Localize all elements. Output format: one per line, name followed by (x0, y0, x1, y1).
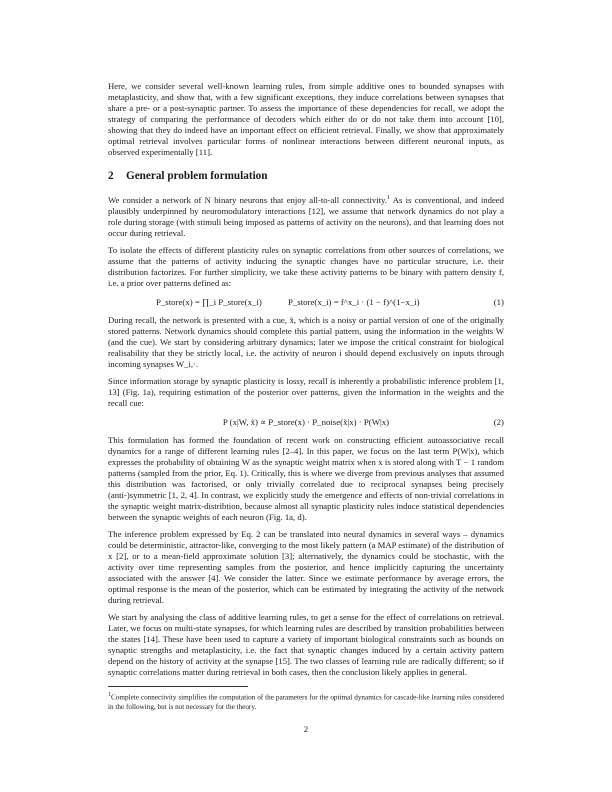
paragraph-recall: During recall, the network is presented with a cue, x̃, which is a noisy or partial version of one of the originally stored patterns. Network dynamics should complete this partial pattern, using the information in the weights W (and the cue). We start by considering arbitrary dynamics; later we impose the critical constraint for biological realisability that they be strictly local, i.e. the activity of neuron i should depend exclusively on inputs through incoming synapses W_i,·. (108, 314, 504, 369)
footnote (108, 691, 504, 712)
page-body (108, 81, 504, 712)
equation-1 (108, 295, 504, 312)
equation-2-posterior: P (x|W, x̃) ∝ P_store(x) · P_noise(x̃|x) · P(W|x) (222, 416, 390, 427)
footnote-marker: 1 (386, 195, 390, 201)
intro-paragraph: Here, we consider several well-known learning rules, from simple additive ones to bounded synapses with metaplasticity, and show that, with a few significant exceptions, they induce correlations between synapses that share a pre- or a post-synaptic partner. To assess the importance of these dependencies for recall, we adopt the strategy of comparing the performance of decoders which either do or do not take them into account [10], showing that they do indeed have an important effect on efficient retrieval. Finally, we show that approximately optimal retrieval involves particular forms of nonlinear interactions between different neuronal inputs, as observed experimentally [11]. (108, 81, 504, 157)
paragraph-dynamics: The inference problem expressed by Eq. 2 can be translated into neural dynamics in several ways – dynamics could be deterministic, attractor-like, converging to the most likely pattern (a MAP estimate) of the distribution of x [2], or to a mean-field approximate solution [3]; alternatively, the dynamics could be stochastic, with the activity over time representing samples from the posterior, and hence implicitly capturing the uncertainty associated with the answer [4]. We consider the latter. Since we estimate performance by average errors, the optimal response is the mean of the posterior, which can be estimated by integrating the activity of the network during retrieval. (108, 528, 504, 605)
paragraph-inference: Since information storage by synaptic plasticity is lossy, recall is inherently a probabilistic inference problem [1, 13] (Fig. 1a), requiring estimation of the posterior over patterns, given the information in the weights and the recall cue: (108, 375, 504, 408)
footnote-mark: 1 (108, 691, 111, 698)
equation-1-number: (1) (493, 296, 504, 307)
section-number: 2 (108, 170, 114, 182)
page-number: 2 (303, 724, 309, 734)
equation-2-number: (2) (493, 416, 504, 427)
paragraph-isolate: To isolate the effects of different plasticity rules on synaptic correlations from other sources of correlations, we assume that the patterns of activity inducing the synaptic changes have no particular structure, i.e. their distribution factorizes. For further simplicity, we take these activity patterns to be binary with pattern density f, i.e. a prior over patterns defined as: (108, 244, 504, 288)
paragraph-network-text-a: We consider a network of N binary neurons that enjoy all-to-all connectivity. (108, 194, 387, 205)
paragraph-learning-rules: We start by analysing the class of additive learning rules, to get a sense for the effect of correlations on retrieval. Later, we focus on multi-state synapses, for which learning rules are described by transition probabilities between the states [14]. These have been used to capture a variety of important biological constraints such as bounds on synaptic strengths and metaplasticity, i.e. the fact that synaptic changes induced by a certain activity pattern depend on the history of activity at the synapse [15]. The two classes of learning rule are radically different; so if synaptic correlations matter during retrieval in both cases, then the conclusion likely applies in general. (108, 611, 504, 677)
paragraph-network (108, 193, 504, 239)
equation-2 (108, 415, 504, 432)
footnote-divider (108, 686, 248, 687)
section-title: General problem formulation (126, 170, 268, 182)
equation-1-prior: P_store(x) = ∏_i P_store(x_i) (156, 296, 262, 307)
footnote-text: Complete connectivity simplifies the computation of the parameters for the optimal dynamics for cascade-like learning rules considered in the following, but is not necessary for the theory. (108, 693, 504, 711)
paragraph-formulation: This formulation has formed the foundation of recent work on constructing efficient autoassociative recall dynamics for a range of different learning rules [2–4]. In this paper, we focus on the last term P(W|x), which expresses the probability of obtaining W as the synaptic weight matrix when x is stored along with T − 1 random patterns (sampled from the prior, Eq. 1). Critically, this is where we diverge from previous analyses that assumed this distribution was factorised, or only trivially correlated due to reciprocal synapses being precisely (anti-)symmetric [1, 2, 4]. In contrast, we explicitly study the emergence and effects of non-trivial correlations in the synaptic weight matrix-distribtion, because almost all synaptic plasticity rules induce statistical dependencies between the synaptic weights of each neuron (Fig. 1a, d). (108, 434, 504, 522)
equation-1-factor: P_store(x_i) = f^x_i · (1 − f)^(1−x_i) (288, 296, 420, 307)
paragraph-network-text-b: As is conventional, and indeed plausibly underpinned by neuromodulatory interactions [12], we assume that network dynamics do not play a role during storage (with stimuli being imposed as patterns of activity on the neurons), and that learning does not occur during retrieval. (108, 194, 505, 238)
section-heading (108, 170, 504, 182)
